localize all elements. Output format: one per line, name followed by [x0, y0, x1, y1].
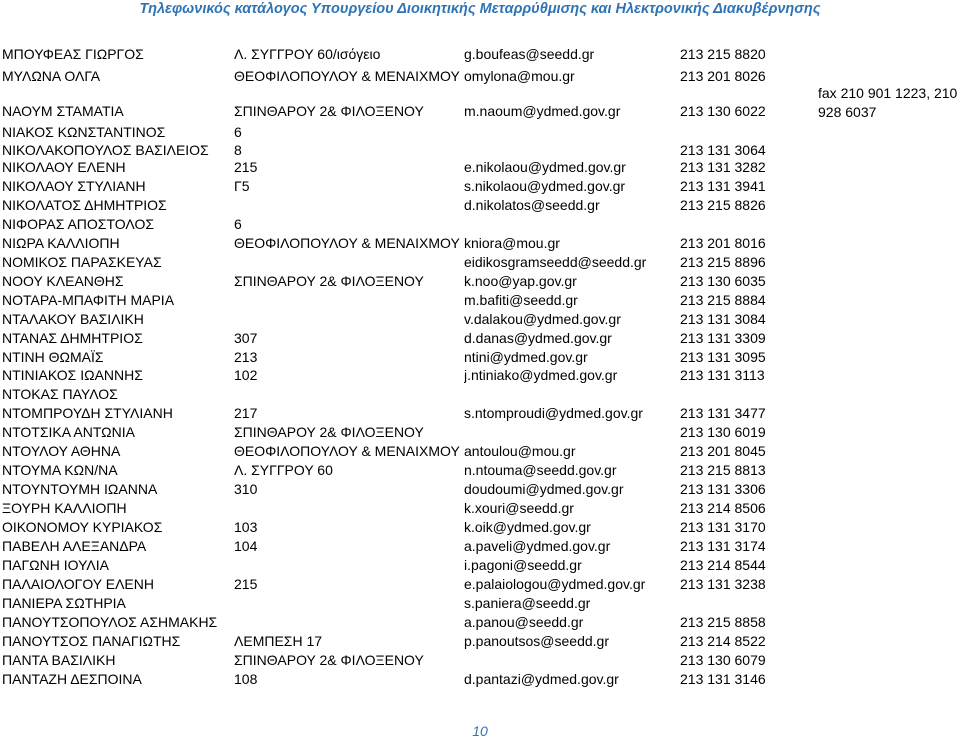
- office-cell: 307: [234, 329, 258, 346]
- phone-cell: 213 215 8858: [680, 613, 766, 630]
- office-cell: ΛΕΜΠΕΣΗ 17: [234, 632, 323, 649]
- email-cell: m.naoum@ydmed.gov.gr: [464, 103, 621, 119]
- email-cell: d.nikolatos@seedd.gr: [464, 196, 600, 213]
- office-cell: ΘΕΟΦΙΛΟΠΟΥΛΟΥ & ΜΕΝΑΙΧΜΟΥ: [234, 234, 460, 251]
- office-cell: Λ. ΣΥΓΓΡΟΥ 60: [234, 462, 333, 479]
- office-cell: 102: [234, 367, 258, 384]
- office-cell: ΣΠΙΝΘΑΡΟΥ 2& ΦΙΛΟΞΕΝΟΥ: [234, 651, 424, 668]
- phone-cell: 213 201 8045: [680, 443, 766, 460]
- phone-cell: 213 201 8026: [680, 68, 766, 84]
- phone-cell: 213 131 3941: [680, 177, 766, 194]
- phone-cell: 213 131 3282: [680, 159, 766, 175]
- email-cell: d.pantazi@ydmed.gov.gr: [464, 670, 619, 687]
- phone-cell: 213 131 3306: [680, 481, 766, 498]
- email-cell: g.boufeas@seedd.gr: [464, 46, 595, 62]
- email-cell: a.paveli@ydmed.gov.gr: [464, 538, 611, 554]
- name-cell: ΞΟΥΡΗ ΚΑΛΛΙΟΠΗ: [2, 500, 127, 517]
- table-row: [0, 651, 960, 669]
- name-cell: ΝΤΑΝΑΣ ΔΗΜΗΤΡΙΟΣ: [2, 329, 143, 346]
- name-cell: ΝΙΚΟΛΑΤΟΣ ΔΗΜΗΤΡΙΟΣ: [2, 196, 167, 213]
- office-cell: ΣΠΙΝΘΑΡΟΥ 2& ΦΙΛΟΞΕΝΟΥ: [234, 103, 424, 119]
- phone-cell: 213 131 3064: [680, 142, 766, 158]
- office-cell: 6: [234, 124, 242, 140]
- table-row: [0, 102, 960, 120]
- phone-cell: 213 214 8522: [680, 632, 766, 649]
- phone-cell: 213 215 8820: [680, 46, 766, 62]
- office-cell: 213: [234, 348, 258, 365]
- name-cell: ΝΙΚΟΛΑΟΥ ΕΛΕΝΗ: [2, 159, 126, 175]
- email-cell: m.bafiti@seedd.gr: [464, 291, 578, 308]
- name-cell: ΠΑΝΙΕΡΑ ΣΩΤΗΡΙΑ: [2, 594, 126, 611]
- phone-cell: 213 131 3084: [680, 310, 766, 327]
- name-cell: ΠΑΝΤΑ ΒΑΣΙΛΙΚΗ: [2, 651, 116, 668]
- name-cell: ΝΙΦΟΡΑΣ ΑΠΟΣΤΟΛΟΣ: [2, 215, 154, 232]
- table-row: [0, 329, 960, 347]
- name-cell: ΜΥΛΩΝΑ ΟΛΓΑ: [2, 68, 101, 84]
- name-cell: ΝΤΟΥΜΑ ΚΩΝ/ΝΑ: [2, 462, 118, 479]
- phone-cell: 213 131 3477: [680, 405, 766, 422]
- name-cell: ΝΑΟΥΜ ΣΤΑΜΑΤΙΑ: [2, 103, 124, 119]
- table-row: [0, 366, 960, 384]
- phone-cell: 213 131 3113: [680, 367, 765, 384]
- office-cell: 8: [234, 142, 242, 158]
- phone-cell: 213 131 3309: [680, 329, 766, 346]
- email-cell: j.ntiniako@ydmed.gov.gr: [464, 367, 618, 384]
- table-row: [0, 613, 960, 631]
- phone-cell: 213 130 6035: [680, 272, 766, 289]
- table-row: [0, 499, 960, 517]
- page-number: 10: [472, 723, 488, 739]
- name-cell: ΠΑΓΩΝΗ ΙΟΥΛΙΑ: [2, 556, 109, 573]
- name-cell: ΝΙΚΟΛΑΚΟΠΟΥΛΟΣ ΒΑΣΙΛΕΙΟΣ: [2, 142, 209, 158]
- office-cell: 215: [234, 575, 258, 592]
- name-cell: ΝΟΤΑΡΑ-ΜΠΑΦΙΤΗ ΜΑΡΙΑ: [2, 291, 175, 308]
- table-row: [0, 348, 960, 366]
- email-cell: i.pagoni@seedd.gr: [464, 556, 582, 573]
- phone-cell: 213 214 8506: [680, 500, 766, 517]
- office-cell: 310: [234, 481, 258, 498]
- table-row: [0, 310, 960, 328]
- name-cell: ΠΑΝΟΥΤΣΟΠΟΥΛΟΣ ΑΣΗΜΑΚΗΣ: [2, 613, 218, 630]
- email-cell: n.ntouma@seedd.gov.gr: [464, 462, 617, 479]
- email-cell: k.oik@ydmed.gov.gr: [464, 519, 591, 536]
- table-row: [0, 253, 960, 271]
- name-cell: ΝΤΙΝΙΑΚΟΣ ΙΩΑΝΝΗΣ: [2, 367, 143, 384]
- phone-cell: 213 131 3170: [680, 519, 766, 536]
- email-cell: e.palaiologou@ydmed.gov.gr: [464, 575, 646, 592]
- phone-cell: 213 215 8896: [680, 253, 766, 270]
- phone-cell: 213 131 3095: [680, 348, 766, 365]
- table-row: [0, 158, 960, 176]
- office-cell: ΘΕΟΦΙΛΟΠΟΥΛΟΥ & ΜΕΝΑΙΧΜΟΥ: [234, 443, 460, 460]
- phone-cell: 213 215 8813: [680, 462, 766, 479]
- name-cell: ΝΤΑΛΑΚΟΥ ΒΑΣΙΛΙΚΗ: [2, 310, 144, 327]
- email-cell: s.nikolaou@ydmed.gov.gr: [464, 177, 626, 194]
- email-cell: eidikosgramseedd@seedd.gr: [464, 253, 647, 270]
- email-cell: s.ntomproudi@ydmed.gov.gr: [464, 405, 643, 422]
- phone-cell: 213 131 3238: [680, 575, 766, 592]
- office-cell: ΘΕΟΦΙΛΟΠΟΥΛΟΥ & ΜΕΝΑΙΧΜΟΥ: [234, 68, 460, 84]
- email-cell: s.paniera@seedd.gr: [464, 594, 591, 611]
- table-row: [0, 442, 960, 460]
- email-cell: antoulou@mou.gr: [464, 443, 576, 460]
- office-cell: Γ5: [234, 177, 250, 194]
- phone-cell: 213 130 6022: [680, 103, 766, 119]
- office-cell: ΣΠΙΝΘΑΡΟΥ 2& ΦΙΛΟΞΕΝΟΥ: [234, 424, 424, 441]
- office-cell: Λ. ΣΥΓΓΡΟΥ 60/ισόγειο: [234, 46, 381, 62]
- office-cell: 6: [234, 215, 242, 232]
- phone-cell: 213 201 8016: [680, 234, 766, 251]
- table-row: [0, 518, 960, 536]
- office-cell: 104: [234, 538, 258, 554]
- table-row: [0, 632, 960, 650]
- email-cell: doudoumi@ydmed.gov.gr: [464, 481, 624, 498]
- table-row: [0, 594, 960, 612]
- email-cell: ntini@ydmed.gov.gr: [464, 348, 588, 365]
- table-row: [0, 423, 960, 441]
- email-cell: e.nikolaou@ydmed.gov.gr: [464, 159, 626, 175]
- table-row: [0, 272, 960, 290]
- table-row: [0, 575, 960, 593]
- name-cell: ΟΙΚΟΝΟΜΟΥ ΚΥΡΙΑΚΟΣ: [2, 519, 163, 536]
- office-cell: 217: [234, 405, 258, 422]
- phone-cell: 213 214 8544: [680, 556, 766, 573]
- name-cell: ΝΙΚΟΛΑΟΥ ΣΤΥΛΙΑΝΗ: [2, 177, 146, 194]
- name-cell: ΠΑΝΟΥΤΣΟΣ ΠΑΝΑΓΙΩΤΗΣ: [2, 632, 181, 649]
- office-cell: ΣΠΙΝΘΑΡΟΥ 2& ΦΙΛΟΞΕΝΟΥ: [234, 272, 424, 289]
- office-cell: 108: [234, 670, 258, 687]
- email-cell: k.xouri@seedd.gr: [464, 500, 574, 517]
- name-cell: ΝΟΟΥ ΚΛΕΑΝΘΗΣ: [2, 272, 124, 289]
- office-cell: 103: [234, 519, 258, 536]
- name-cell: ΝΙΑΚΟΣ ΚΩΝΣΤΑΝΤΙΝΟΣ: [2, 124, 166, 140]
- email-cell: k.noo@yap.gov.gr: [464, 272, 577, 289]
- name-cell: ΝΤΟΥΛΟΥ ΑΘΗΝΑ: [2, 443, 121, 460]
- name-cell: ΠΑΛΑΙΟΛΟΓΟΥ ΕΛΕΝΗ: [2, 575, 154, 592]
- fax-note: fax 210 901 1223, 210 928 6037: [818, 85, 958, 120]
- email-cell: omylona@mou.gr: [464, 68, 575, 84]
- table-row: [0, 234, 960, 252]
- name-cell: ΜΠΟΥΦΕΑΣ ΓΙΩΡΓΟΣ: [2, 46, 144, 62]
- email-cell: kniora@mou.gr: [464, 234, 560, 251]
- email-cell: p.panoutsos@seedd.gr: [464, 632, 609, 649]
- email-cell: a.panou@seedd.gr: [464, 613, 584, 630]
- name-cell: ΠΑΝΤΑΖΗ ΔΕΣΠΟΙΝΑ: [2, 670, 142, 687]
- email-cell: v.dalakou@ydmed.gov.gr: [464, 310, 621, 327]
- phone-cell: 213 130 6019: [680, 424, 766, 441]
- name-cell: ΠΑΒΕΛΗ ΑΛΕΞΑΝΔΡΑ: [2, 538, 147, 554]
- name-cell: ΝΤΟΚΑΣ ΠΑΥΛΟΣ: [2, 386, 118, 403]
- table-row: [0, 385, 960, 403]
- phone-cell: 213 130 6079: [680, 651, 766, 668]
- table-row: [0, 404, 960, 422]
- table-row: [0, 196, 960, 214]
- table-row: [0, 537, 960, 555]
- table-row: [0, 461, 960, 479]
- name-cell: ΝΤΟΜΠΡΟΥΔΗ ΣΤΥΛΙΑΝΗ: [2, 405, 173, 422]
- table-row: [0, 215, 960, 233]
- table-row: [0, 480, 960, 498]
- name-cell: ΝΤΙΝΗ ΘΩΜΑΪΣ: [2, 348, 104, 365]
- table-row: [0, 556, 960, 574]
- phone-cell: 213 215 8884: [680, 291, 766, 308]
- email-cell: d.danas@ydmed.gov.gr: [464, 329, 612, 346]
- table-row: [0, 141, 960, 159]
- name-cell: ΝΟΜΙΚΟΣ ΠΑΡΑΣΚΕΥΑΣ: [2, 253, 162, 270]
- table-row: [0, 45, 960, 63]
- name-cell: ΝΙΩΡΑ ΚΑΛΛΙΟΠΗ: [2, 234, 120, 251]
- table-row: [0, 670, 960, 688]
- name-cell: ΝΤΟΤΣΙΚΑ ΑΝΤΩΝΙΑ: [2, 424, 135, 441]
- table-row: [0, 123, 960, 141]
- page-header: Τηλεφωνικός κατάλογος Υπουργείου Διοικητικής Μεταρρύθμισης και Ηλεκτρονικής Διακυβέρνησης: [139, 1, 821, 17]
- table-row: [0, 177, 960, 195]
- phone-cell: 213 131 3146: [680, 670, 766, 687]
- table-row: [0, 67, 960, 85]
- name-cell: ΝΤΟΥΝΤΟΥΜΗ ΙΩΑΝΝΑ: [2, 481, 158, 498]
- phone-cell: 213 215 8826: [680, 196, 766, 213]
- table-row: [0, 291, 960, 309]
- phone-cell: 213 131 3174: [680, 538, 766, 554]
- office-cell: 215: [234, 159, 258, 175]
